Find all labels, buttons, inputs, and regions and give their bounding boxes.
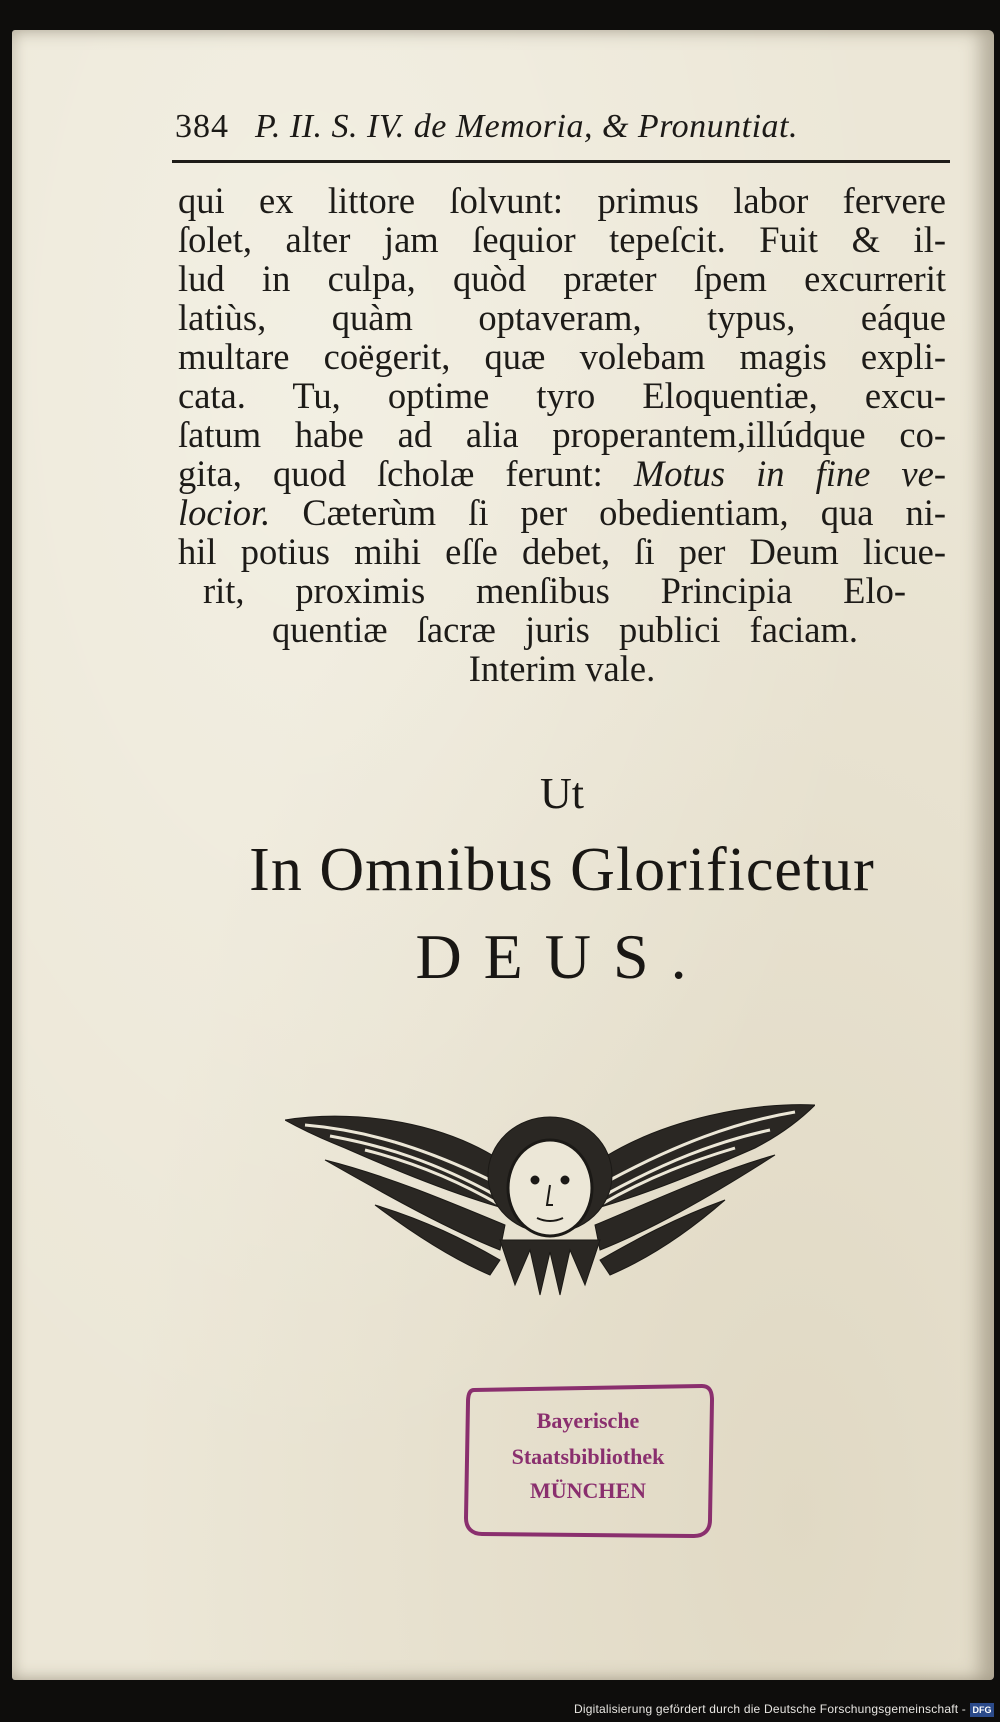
closing-ut: Ut xyxy=(540,769,584,818)
svg-text:Staatsbibliothek: Staatsbibliothek xyxy=(511,1444,665,1469)
closing-deus: DEUS. xyxy=(415,921,709,992)
body-line: quentiæ ſacræ juris publici faciam. xyxy=(272,609,858,650)
body-line: rit, proximis menſibus Principia Elo- xyxy=(203,570,906,611)
body-line: cata. Tu, optime tyro Eloquentiæ, excu- xyxy=(178,375,946,416)
svg-text:MÜNCHEN: MÜNCHEN xyxy=(529,1478,647,1503)
closing-motto: In Omnibus Glorificetur xyxy=(249,836,875,904)
closing-salutation: Interim vale. xyxy=(468,648,656,689)
library-stamp xyxy=(460,1380,716,1542)
body-line: ſolet, alter jam ſequior tepeſcit. Fuit & il- xyxy=(178,219,946,260)
body-line: lud in culpa, quòd præter ſpem excurrerit xyxy=(178,258,946,299)
body-line: qui ex littore ſolvunt: primus labor fervere xyxy=(178,180,946,221)
svg-text:Bayerische: Bayerische xyxy=(536,1408,640,1433)
header-rule xyxy=(172,160,950,163)
body-line: multare coëgerit, quæ volebam magis expli- xyxy=(178,336,946,377)
body-line: ſatum habe ad alia properantem,illúdque co- xyxy=(178,414,946,455)
body-line: locior. Cæterùm ſi per obedientiam, qua ni- xyxy=(178,492,946,533)
page-number: 384 xyxy=(175,108,229,145)
digitization-credit: Digitalisierung gefördert durch die Deutsche Forschungsgemeinschaft - xyxy=(574,1702,966,1716)
body-line: latiùs, quàm optaveram, typus, eáque xyxy=(178,297,946,338)
body-line: hil potius mihi eſſe debet, ſi per Deum licue- xyxy=(178,531,946,572)
dfg-logo-icon: DFG xyxy=(970,1703,994,1717)
body-line: gita, quod ſcholæ ferunt: Motus in fine ve- xyxy=(178,453,946,494)
running-head: P. II. S. IV. de Memoria, & Pronuntiat. xyxy=(255,108,798,145)
winged-cherub-head-icon xyxy=(285,1100,815,1300)
